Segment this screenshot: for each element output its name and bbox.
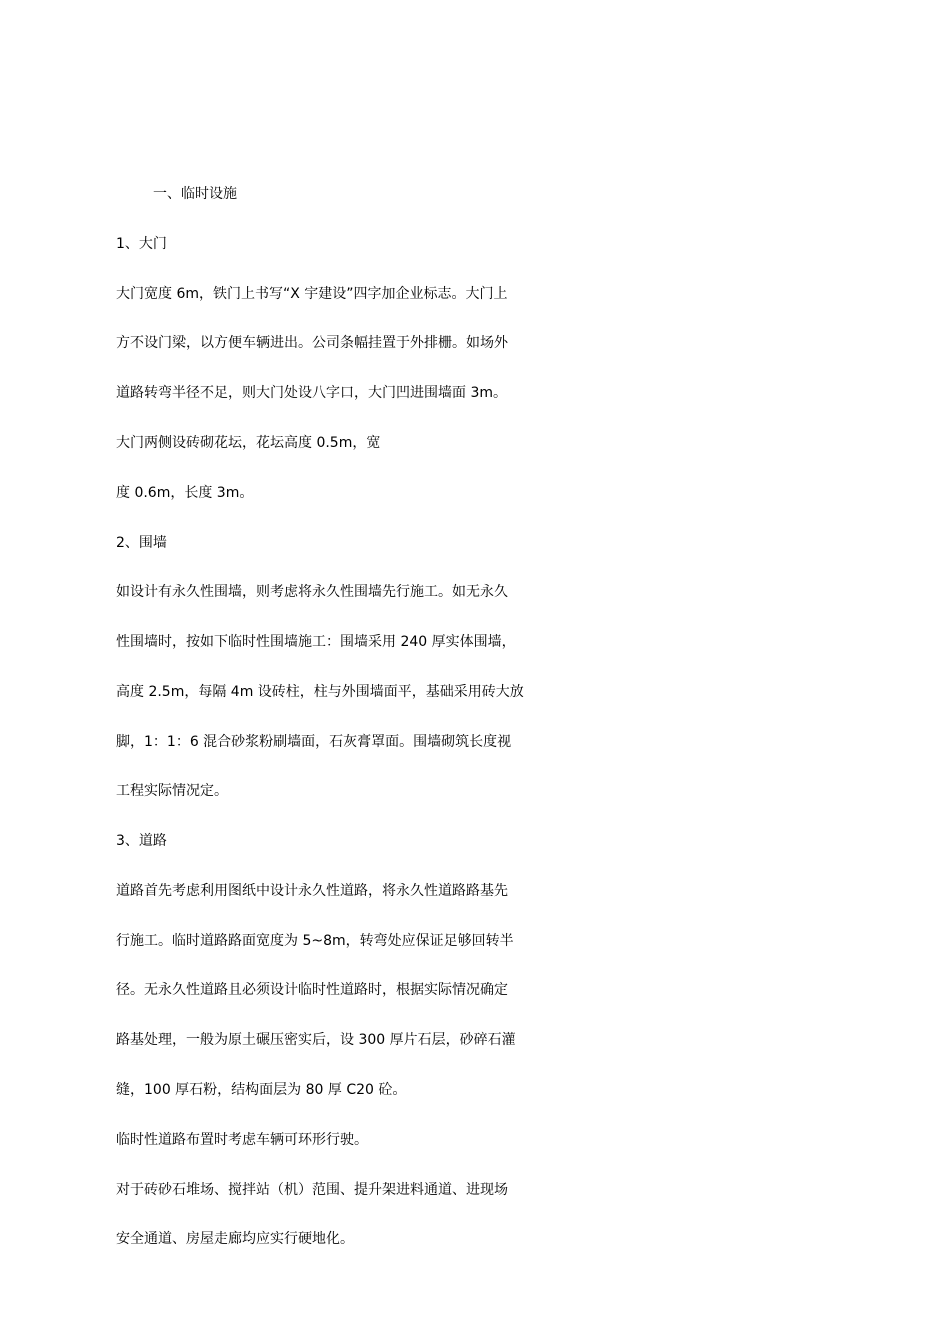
paragraph-line: 性围墙时，按如下临时性围墙施工：围墙采用 240 厚实体围墙，	[116, 634, 516, 650]
paragraph-line: 安全通道、房屋走廊均应实行硬地化。	[116, 1231, 354, 1247]
paragraph-line: 高度 2.5m，每隔 4m 设砖柱，柱与外围墙面平，基础采用砖大放	[116, 684, 524, 700]
paragraph-line: 大门宽度 6m，铁门上书写“X 宇建设”四字加企业标志。大门上	[116, 286, 508, 302]
paragraph-line: 度 0.6m，长度 3m。	[116, 485, 254, 501]
paragraph-line: 临时性道路布置时考虑车辆可环形行驶。	[116, 1132, 368, 1148]
paragraph-line: 方不设门梁，以方便车辆进出。公司条幅挂置于外排栅。如场外	[116, 335, 508, 351]
heading-gate: 1、大门	[116, 236, 167, 252]
paragraph-line: 径。无永久性道路且必须设计临时性道路时，根据实际情况确定	[116, 982, 508, 998]
paragraph-line: 缝，100 厚石粉，结构面层为 80 厚 C20 砼。	[116, 1082, 407, 1098]
paragraph-line: 道路首先考虑利用图纸中设计永久性道路，将永久性道路路基先	[116, 883, 508, 899]
paragraph-line: 道路转弯半径不足，则大门处设八字口，大门凹进围墙面 3m。	[116, 385, 507, 401]
paragraph-line: 如设计有永久性围墙，则考虑将永久性围墙先行施工。如无永久	[116, 584, 508, 600]
heading-road: 3、道路	[116, 833, 167, 849]
paragraph-line: 路基处理，一般为原土碾压密实后，设 300 厚片石层，砂碎石灌	[116, 1032, 516, 1048]
heading-wall: 2、围墙	[116, 535, 167, 551]
paragraph-line: 大门两侧设砖砌花坛，花坛高度 0.5m，宽	[116, 435, 381, 451]
section-title: 一、临时设施	[153, 186, 237, 202]
paragraph-line: 对于砖砂石堆场、搅拌站（机）范围、提升架进料通道、进现场	[116, 1182, 508, 1198]
paragraph-line: 行施工。临时道路路面宽度为 5~8m，转弯处应保证足够回转半	[116, 933, 514, 949]
paragraph-line: 脚，1：1：6 混合砂浆粉刷墙面，石灰膏罩面。围墙砌筑长度视	[116, 734, 512, 750]
paragraph-line: 工程实际情况定。	[116, 783, 228, 799]
